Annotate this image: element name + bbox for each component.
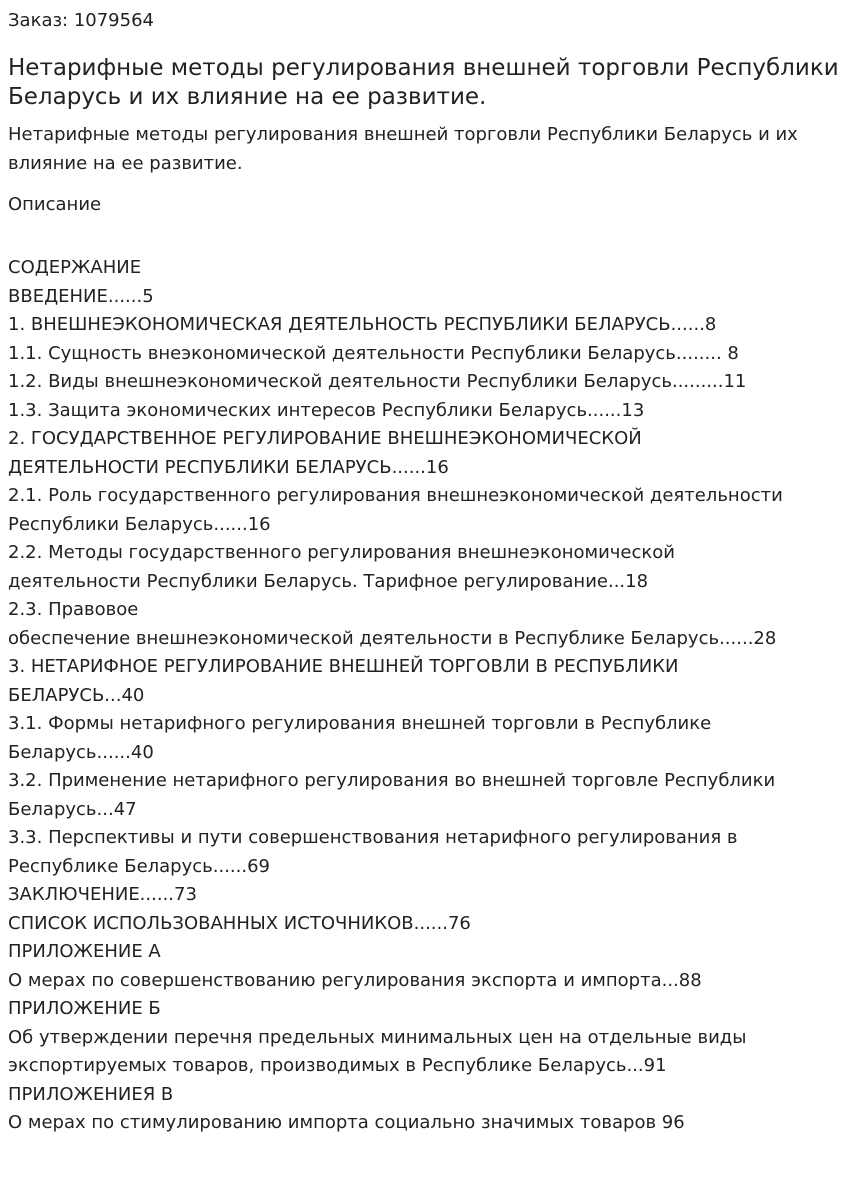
toc-line: СОДЕРЖАНИЕ [8,257,142,278]
table-of-contents [8,254,839,1138]
toc-line: ЗАКЛЮЧЕНИЕ......73 [8,884,197,905]
toc-line: ДЕЯТЕЛЬНОСТИ РЕСПУБЛИКИ БЕЛАРУСЬ......16 [8,456,449,478]
toc-line: О мерах по стимулированию импорта социально значимых товаров 96 [8,1112,685,1133]
toc-line: 3.3. Перспективы и пути совершенствования нетарифного регулирования в [8,827,738,848]
toc-line: экспортируемых товаров, производимых в Республике Беларусь...91 [8,1055,667,1076]
toc-line: ВВЕДЕНИЕ......5 [8,285,154,307]
toc-line: 3.2. Применение нетарифного регулирования во внешней торговле Республики [8,770,776,791]
toc-line: обеспечение внешнеэкономической деятельности в Республике Беларусь......28 [8,627,777,649]
page-title: Нетарифные методы регулирования внешней торговли Республики Беларусь и их влияние на ее развитие. [8,55,839,110]
description-label: Описание [8,194,102,215]
order-number: Заказ: 1079564 [8,10,154,31]
toc-line: 1.3. Защита экономических интересов Республики Беларусь......13 [8,399,645,421]
toc-line: Беларусь...47 [8,798,137,820]
toc-line: 2.1. Роль государственного регулирования внешнеэкономической деятельности [8,485,783,506]
toc-line: ПРИЛОЖЕНИЕЯ В [8,1083,174,1105]
toc-line: Беларусь......40 [8,741,154,763]
toc-line: БЕЛАРУСЬ...40 [8,684,145,706]
toc-line: ПРИЛОЖЕНИЕ А [8,941,161,962]
toc-line: СПИСОК ИСПОЛЬЗОВАННЫХ ИСТОЧНИКОВ......76 [8,912,471,934]
toc-line: 2.2. Методы государственного регулирования внешнеэкономической [8,542,675,563]
toc-line: 1.1. Сущность внеэкономической деятельности Республики Беларусь........ 8 [8,342,739,364]
toc-line: 3. НЕТАРИФНОЕ РЕГУЛИРОВАНИЕ ВНЕШНЕЙ ТОРГОВЛИ В РЕСПУБЛИКИ [8,656,679,677]
toc-line: 1.2. Виды внешнеэкономической деятельности Республики Беларусь.........11 [8,371,747,392]
page-subtitle: Нетарифные методы регулирования внешней торговли Республики Беларусь и их влияние на ее развитие. [8,124,798,174]
toc-line: 3.1. Формы нетарифного регулирования внешней торговли в Республике [8,713,712,734]
toc-line: 2. ГОСУДАРСТВЕННОЕ РЕГУЛИРОВАНИЕ ВНЕШНЕЭКОНОМИЧЕСКОЙ [8,428,642,449]
toc-line: 2.3. Правовое [8,599,139,620]
toc-line: О мерах по совершенствованию регулирования экспорта и импорта...88 [8,969,702,991]
toc-line: деятельности Республики Беларусь. Тарифное регулирование...18 [8,570,649,592]
toc-line: Республике Беларусь......69 [8,855,270,877]
toc-line: Об утверждении перечня предельных минимальных цен на отдельные виды [8,1026,747,1048]
toc-line: 1. ВНЕШНЕЭКОНОМИЧЕСКАЯ ДЕЯТЕЛЬНОСТЬ РЕСПУБЛИКИ БЕЛАРУСЬ......8 [8,314,717,335]
toc-line: Республики Беларусь......16 [8,513,271,535]
toc-line: ПРИЛОЖЕНИЕ Б [8,998,161,1019]
